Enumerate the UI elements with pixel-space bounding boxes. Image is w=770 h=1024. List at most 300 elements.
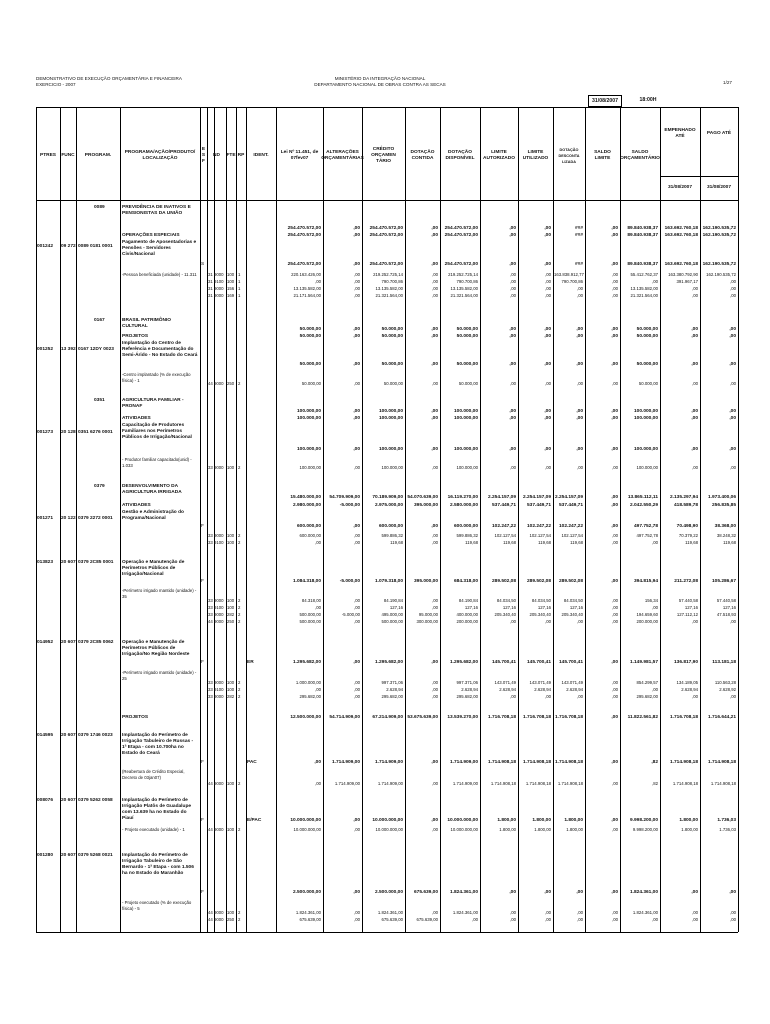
- cell-value: ,00: [432, 910, 438, 915]
- cell-value: ,00: [432, 279, 438, 284]
- cell-value: ,00: [545, 910, 551, 915]
- cell-value: 600.000,00: [453, 524, 478, 529]
- cell-value: 50.000,00: [299, 334, 321, 339]
- cell-value: ,00: [730, 293, 736, 298]
- cell-value: ,00: [354, 540, 360, 545]
- cell-value: ,00: [509, 226, 516, 231]
- cell-prog: 0379 2C85 0001: [78, 560, 114, 565]
- cell-value: 9.998.200,00: [629, 818, 658, 823]
- cell-value: ,00: [472, 917, 478, 922]
- cell-value: 100.000,00: [633, 409, 658, 414]
- cell-value: ,00: [354, 286, 360, 291]
- cell-value: 127.112,12: [676, 612, 698, 617]
- cell-value: 1.824.361,00: [452, 910, 478, 915]
- cell-value: 254.470.572,00: [369, 233, 403, 238]
- column-header-ptres: PTRES: [40, 153, 56, 158]
- cell-value: ,00: [611, 715, 618, 720]
- cell-value: 100.000,00: [456, 465, 478, 470]
- cell-value: ,00: [509, 362, 516, 367]
- cell-value: ,00: [432, 465, 438, 470]
- cell-value: ,00: [612, 687, 618, 692]
- cell-value: ,00: [354, 687, 360, 692]
- cell-value: ,00: [612, 917, 618, 922]
- column-header-nd: ND: [213, 153, 220, 158]
- cell-value: 2.628,94: [386, 687, 403, 692]
- cell-value: 113.181,18: [712, 660, 736, 665]
- cell-value: 2.628,94: [499, 687, 516, 692]
- cell-value: 102.127,54: [561, 533, 583, 538]
- cell-value: 163.692.760,18: [664, 226, 698, 231]
- cell-value: ,00: [431, 660, 438, 665]
- cell-value: ,00: [577, 694, 583, 699]
- cell-value: ,00: [611, 760, 618, 765]
- grid-line: [246, 107, 247, 932]
- cell-ptres: 014952: [37, 640, 54, 645]
- cell-value: ,00: [432, 694, 438, 699]
- grid-line: [236, 107, 237, 932]
- cell-fte: 100: [227, 279, 235, 284]
- cell-value: ,00: [611, 362, 618, 367]
- cell-value: ,00: [545, 694, 551, 699]
- cell-value: ,00: [611, 233, 618, 238]
- cell-desc: Implantação do Centro de Referência e Documentação do Semi-Árido - No Estado do Ceará: [122, 341, 198, 358]
- cell-value: 1.800,00: [679, 818, 698, 823]
- cell-value: 1.714.909,00: [374, 760, 403, 765]
- cell-value: ,00: [354, 598, 360, 603]
- cell-value: 127,16: [389, 605, 403, 610]
- cell-value: 675.639,00: [413, 890, 438, 895]
- cell-value: 15.480.000,00: [290, 495, 321, 500]
- cell-value: ,00: [730, 381, 736, 386]
- cell-value: ,00: [432, 286, 438, 291]
- cell-value: 395.000,00: [413, 579, 438, 584]
- cell-desc: Pagamento de Aposentadorias e Pensões - Servidores Civis/Nacional: [122, 240, 197, 257]
- cell-value: 2.628,94: [534, 687, 551, 692]
- cell-value: ,00: [692, 381, 698, 386]
- cell-value: 790.700,86: [456, 279, 478, 284]
- cell-value: 395.000,00: [413, 503, 438, 508]
- cell-value: 1.149.981,57: [629, 660, 658, 665]
- cell-value: ,00: [612, 605, 618, 610]
- cell-value: ,00: [545, 619, 551, 624]
- cell-value: 127,16: [464, 605, 478, 610]
- cell-value: 70.189.909,00: [372, 495, 403, 500]
- column-header-empenhado-ate: EMPENHADO ATÉ: [664, 128, 696, 139]
- cell-prog: 0379 2C85 0062: [78, 640, 114, 645]
- cell-ptres: 001252: [37, 347, 54, 352]
- cell-value: 54.709.909,00: [329, 495, 360, 500]
- cell-value: 254.470.572,00: [369, 262, 403, 267]
- cell-value: 211.272,08: [674, 579, 698, 584]
- cell-value: ,00: [730, 917, 736, 922]
- cell-value: ,00: [315, 605, 321, 610]
- report-year: EXERCICIO - 2007: [36, 82, 76, 87]
- cell-value: 145.700,41: [558, 660, 583, 665]
- cell-value: 675.639,00: [299, 917, 321, 922]
- cell-fte: 282: [227, 612, 235, 617]
- cell-value: 495.000,00: [381, 612, 403, 617]
- cell-value: 220.163.426,00: [291, 272, 321, 277]
- cell-value: 675.639,00: [381, 917, 403, 922]
- cell-fte: 250: [227, 619, 235, 624]
- cell-rp: 1: [238, 279, 241, 284]
- cell-value: ,00: [611, 503, 618, 508]
- column-header-lei: Lei Nº 11.451, de 07fev07: [280, 150, 319, 161]
- cell-fte: 282: [227, 694, 235, 699]
- cell-value: 100.000,00: [299, 465, 321, 470]
- grid-line: [738, 107, 739, 932]
- cell-value: 70.379,22: [678, 533, 698, 538]
- cell-value: 50.000,00: [381, 362, 403, 367]
- cell-value: 100.000,00: [381, 465, 403, 470]
- cell-value: 110.563,28: [714, 680, 736, 685]
- cell-value: 10.000.000,00: [450, 827, 478, 832]
- cell-value: 13.865.112,11: [627, 495, 658, 500]
- cell-desc: - Projeto executado (% de execução física) - 5: [122, 900, 192, 911]
- cell-fte: 169: [227, 293, 235, 298]
- cell-ptres: 001271: [37, 516, 54, 521]
- cell-value: 1.714.908,18: [522, 760, 551, 765]
- cell-value: 54.714.909,00: [329, 715, 360, 720]
- cell-value: 675.639,00: [416, 917, 438, 922]
- cell-prog: 0167 12DY 0023: [78, 347, 114, 352]
- cell-value: ,00: [692, 619, 698, 624]
- cell-value: 162.190.535,72: [702, 226, 736, 231]
- cell-value: 194.659,60: [636, 612, 658, 617]
- cell-desc: ATIVIDADES: [122, 503, 151, 508]
- cell-value: 84.190,84: [458, 598, 478, 603]
- cell-prog: 0351 6276 0001: [78, 430, 113, 435]
- cell-value: ,00: [353, 660, 360, 665]
- cell-value: ,00: [354, 910, 360, 915]
- cell-value: 119,68: [685, 540, 698, 545]
- cell-value: ,00: [545, 272, 551, 277]
- column-header-alteracoes: ALTERAÇÕES ORÇAMENTÁRIAS: [321, 150, 364, 161]
- cell-ptres: 001242: [37, 244, 54, 249]
- cell-func: 20 122: [61, 516, 76, 521]
- cell-value: 2.628,94: [681, 687, 698, 692]
- cell-desc: PREVIDÊNCIA DE INATIVOS E PENSIONISTAS DA UNIÃO: [122, 205, 191, 216]
- cell-value: ,00: [577, 381, 583, 386]
- cell-value: 21.321.564,00: [450, 293, 478, 298]
- cell-value: 10.000.000,00: [290, 818, 321, 823]
- cell-value: ,00: [354, 293, 360, 298]
- cell-value: 163.692.760,18: [664, 262, 698, 267]
- cell-nd: 33 9100: [208, 540, 224, 545]
- cell-nd: 33 9000: [208, 465, 224, 470]
- cell-value: 50.000,00: [299, 327, 321, 332]
- cell-value: 89.840.938,37: [627, 262, 658, 267]
- cell-value: 1.716.708,18: [554, 715, 583, 720]
- cell-value: 70.498,90: [676, 524, 698, 529]
- cell-rp: 2: [238, 694, 241, 699]
- cell-value: 1.714.908,18: [669, 760, 698, 765]
- cell-value: 1.084.318,00: [292, 579, 321, 584]
- cell-value: 50.000,00: [456, 362, 478, 367]
- column-header-saldo-limite: SALDO LIMITE: [594, 150, 611, 161]
- cell-value: ,82: [651, 760, 658, 765]
- cell-value: ,00: [692, 465, 698, 470]
- document-header-left: [36, 76, 182, 88]
- cell-value: 2.628,94: [461, 687, 478, 692]
- cell-value: ,00: [353, 409, 360, 414]
- cell-value: ,00: [315, 540, 321, 545]
- grid-line: [226, 107, 227, 932]
- cell-value: ,00: [612, 781, 618, 786]
- cell-nd: 31 9000: [208, 286, 224, 291]
- cell-value: ,00: [510, 381, 516, 386]
- cell-value: ,00: [611, 409, 618, 414]
- cell-value: 1.079.318,00: [374, 579, 403, 584]
- cell-value: 100.000,00: [378, 409, 403, 414]
- cell-nd: 33 9100: [208, 605, 224, 610]
- cell-value: 67.214.909,00: [372, 715, 403, 720]
- cell-rp: 2: [238, 680, 241, 685]
- cell-value: 997.371,06: [456, 680, 478, 685]
- cell-value: ,00: [353, 362, 360, 367]
- cell-value: ,00: [730, 465, 736, 470]
- cell-value: 13.135.582,00: [630, 286, 658, 291]
- cell-fte: 100: [227, 827, 235, 832]
- column-header-limite-autorizado: LIMITE AUTORIZADO: [483, 150, 515, 161]
- cell-value: ,00: [354, 827, 360, 832]
- cell-value: ,00: [432, 293, 438, 298]
- cell-value: ,00: [510, 272, 516, 277]
- cell-rp: 1: [238, 286, 241, 291]
- cell-value: 600.000,00: [299, 533, 321, 538]
- cell-value: 2.254.157,09: [487, 495, 516, 500]
- cell-value: 21.321.564,00: [375, 293, 403, 298]
- cell-func: 20 607: [61, 560, 76, 565]
- cell-value: ,00: [576, 447, 583, 452]
- cell-value: 2.135.297,94: [669, 495, 698, 500]
- cell-value: ,00: [510, 917, 516, 922]
- cell-value: 300.000,00: [416, 619, 438, 624]
- cell-fte: 100: [227, 272, 235, 277]
- cell-value: 1.716.708,18: [487, 715, 516, 720]
- cell-value: ,00: [431, 524, 438, 529]
- cell-value: 100.000,00: [453, 416, 478, 421]
- cell-value: 2.500.000,00: [374, 890, 403, 895]
- column-header-esf: E S F: [201, 147, 206, 164]
- cell-value: 790.700,86: [381, 279, 403, 284]
- cell-value: ,00: [432, 540, 438, 545]
- cell-value: ,00: [431, 327, 438, 332]
- cell-prog: 0379: [94, 484, 105, 489]
- cell-value: ,00: [611, 818, 618, 823]
- column-header-pago-ate: PAGO ATÉ: [706, 131, 732, 136]
- cell-value: ,00: [692, 694, 698, 699]
- cell-value: ,00: [431, 447, 438, 452]
- cell-value: ,00: [432, 680, 438, 685]
- cell-value: 500.000,00: [299, 612, 321, 617]
- grid-line: [200, 107, 201, 932]
- cell-value: 1.714.908,18: [525, 781, 551, 786]
- cell-value: -5.000,00: [341, 612, 360, 617]
- cell-value: ,00: [611, 447, 618, 452]
- cell-value: ,00: [432, 605, 438, 610]
- cell-value: ,00: [432, 598, 438, 603]
- cell-esf: F: [201, 524, 204, 529]
- cell-value: 1.714.908,18: [707, 760, 736, 765]
- cell-rp: 1: [238, 272, 241, 277]
- cell-value: 537.449,71: [491, 503, 516, 508]
- cell-rp: 2: [238, 381, 241, 386]
- cell-esf: F: [201, 579, 204, 584]
- cell-value: ,00: [612, 680, 618, 685]
- cell-value: -5.000,00: [339, 579, 360, 584]
- cell-ptres: 001280: [37, 853, 54, 858]
- cell-value: 102.127,54: [494, 533, 516, 538]
- cell-value: ,00: [691, 447, 698, 452]
- cell-desc: Implantação do Perímetro de Irrigação Platôs de Guadalupe com 13.639 ha no Estado do Piauí: [122, 798, 192, 821]
- cell-value: 600.000,00: [296, 524, 321, 529]
- cell-value: ,00: [729, 334, 736, 339]
- cell-func: 20 607: [61, 798, 76, 803]
- cell-desc: PROJETOS: [122, 715, 149, 720]
- cell-value: 254.470.572,00: [287, 233, 321, 238]
- cell-value: ,00: [730, 279, 736, 284]
- cell-value: 500.000,00: [299, 619, 321, 624]
- cell-value: 2.975.000,00: [374, 503, 403, 508]
- cell-value: 1.295.682,00: [374, 660, 403, 665]
- cell-value: ,00: [509, 327, 516, 332]
- ministry-name: MINISTÉRIO DA INTEGRAÇÃO NACIONAL: [334, 76, 426, 81]
- cell-esf: F: [201, 890, 204, 895]
- cell-value: 289.502,08: [491, 579, 516, 584]
- cell-value: ,00: [354, 619, 360, 624]
- cell-value: ,00: [652, 279, 658, 284]
- cell-value: 1.800,00: [566, 827, 583, 832]
- department-name: DEPARTAMENTO NACIONAL DE OBRAS CONTRA AS SECAS: [314, 82, 446, 87]
- cell-esf: F: [201, 760, 204, 765]
- cell-desc: Operação e Manutenção de Perímetros Públicos de Irrigação/No Região Nordeste: [122, 640, 190, 657]
- cell-value: 119,68: [390, 540, 403, 545]
- cell-value: ,00: [315, 781, 321, 786]
- cell-value: 50.000,00: [638, 381, 658, 386]
- cell-value: 47.518,93: [716, 612, 736, 617]
- cell-nd: 33 9000: [208, 533, 224, 538]
- cell-value: 13.135.582,00: [375, 286, 403, 291]
- cell-value: 2.628,94: [566, 687, 583, 692]
- cell-value: 100.000,00: [296, 416, 321, 421]
- cell-value: ,00: [612, 612, 618, 617]
- cell-value: ,00: [612, 598, 618, 603]
- cell-fte: 100: [227, 465, 235, 470]
- cell-value: 1.824.361,00: [377, 910, 403, 915]
- cell-fte: 100: [227, 533, 235, 538]
- cell-value: 205.340,40: [529, 612, 551, 617]
- cell-value: ,00: [544, 226, 551, 231]
- cell-value: 1.716.644,21: [707, 715, 736, 720]
- cell-value: ,00: [577, 910, 583, 915]
- cell-value: ,00: [577, 293, 583, 298]
- cell-value: 143.071,49: [561, 680, 583, 685]
- cell-value: ,00: [576, 327, 583, 332]
- cell-nd: 44 9000: [208, 381, 224, 386]
- cell-value: 289.502,08: [558, 579, 583, 584]
- cell-value: 254.470.572,00: [287, 262, 321, 267]
- cell-value: ,00: [545, 279, 551, 284]
- column-header-func: FUNC: [61, 153, 75, 158]
- cell-value: 1.800,00: [497, 818, 516, 823]
- cell-value: ,00: [730, 910, 736, 915]
- cell-value: ,00: [510, 619, 516, 624]
- cell-value: 1.295.682,00: [449, 660, 478, 665]
- cell-value: ,00: [509, 409, 516, 414]
- cell-value: ,00: [612, 279, 618, 284]
- cell-nd: 33 9000: [208, 694, 224, 699]
- cell-value: 997.371,06: [381, 680, 403, 685]
- cell-desc: PROJETOS: [122, 334, 149, 339]
- cell-value: ,00: [509, 416, 516, 421]
- cell-rp: 2: [238, 612, 241, 617]
- column-header-fte: FTE: [226, 153, 236, 158]
- cell-value: ,00: [544, 362, 551, 367]
- cell-value: ,00: [611, 495, 618, 500]
- cell-value: 162.190.535,72: [702, 262, 736, 267]
- cell-value: 219.252.725,14: [448, 272, 478, 277]
- cell-value: ,00: [354, 533, 360, 538]
- cell-value: ,00: [354, 680, 360, 685]
- cell-rp: 2: [238, 598, 241, 603]
- cell-fte: 250: [227, 381, 235, 386]
- cell-value: ,00: [510, 910, 516, 915]
- cell-value: 127,16: [684, 605, 698, 610]
- cell-esf: S: [201, 262, 205, 267]
- cell-value: 599.886,32: [456, 533, 478, 538]
- cell-value: ,00: [612, 381, 618, 386]
- cell-nd: 33 9000: [208, 612, 224, 617]
- column-header-date-pago: 31/08/2007: [706, 185, 731, 190]
- cell-desc: - Projeto executado (unidade) - 1: [122, 827, 185, 832]
- cell-nd: 44 9000: [208, 917, 224, 922]
- cell-value: ,00: [611, 524, 618, 529]
- cell-value: 1.824.361,00: [632, 910, 658, 915]
- cell-nd: 31 9000: [208, 293, 224, 298]
- cell-value: ,00: [612, 293, 618, 298]
- cell-value: ,00: [730, 619, 736, 624]
- cell-value: 11.822.561,82: [627, 715, 658, 720]
- cell-prog: 0089 0181 0001: [78, 244, 113, 249]
- cell-ptres: 013823: [37, 560, 54, 565]
- cell-value: 254.470.572,00: [444, 262, 478, 267]
- cell-value: ,00: [612, 465, 618, 470]
- cell-value: 684.318,00: [453, 579, 478, 584]
- cell-value: ,00: [354, 917, 360, 922]
- cell-value: -5.000,00: [339, 503, 360, 508]
- cell-func: 20 607: [61, 733, 76, 738]
- column-header-date-empenhado: 31/08/2007: [667, 185, 692, 190]
- cell-value: ,00: [353, 524, 360, 529]
- cell-func: 09 272: [61, 244, 76, 249]
- cell-value: ,00: [354, 694, 360, 699]
- cell-value: 163.838.912,77: [554, 272, 584, 277]
- cell-value: 1.824.361,00: [629, 890, 658, 895]
- cell-value: 21.321.564,00: [630, 293, 658, 298]
- grid-line: [207, 107, 208, 932]
- cell-value: 119,68: [465, 540, 478, 545]
- cell-desc: -Centro implantado (% de execução física) - 1: [122, 372, 191, 383]
- grid-line: [36, 107, 738, 108]
- cell-value: ,00: [545, 293, 551, 298]
- cell-value: ,00: [314, 760, 321, 765]
- cell-value: 50.000,00: [381, 327, 403, 332]
- cell-value: ,00: [353, 226, 360, 231]
- cell-value: ,00: [691, 890, 698, 895]
- cell-value: 100.000,00: [453, 409, 478, 414]
- cell-value: 50.000,00: [383, 381, 403, 386]
